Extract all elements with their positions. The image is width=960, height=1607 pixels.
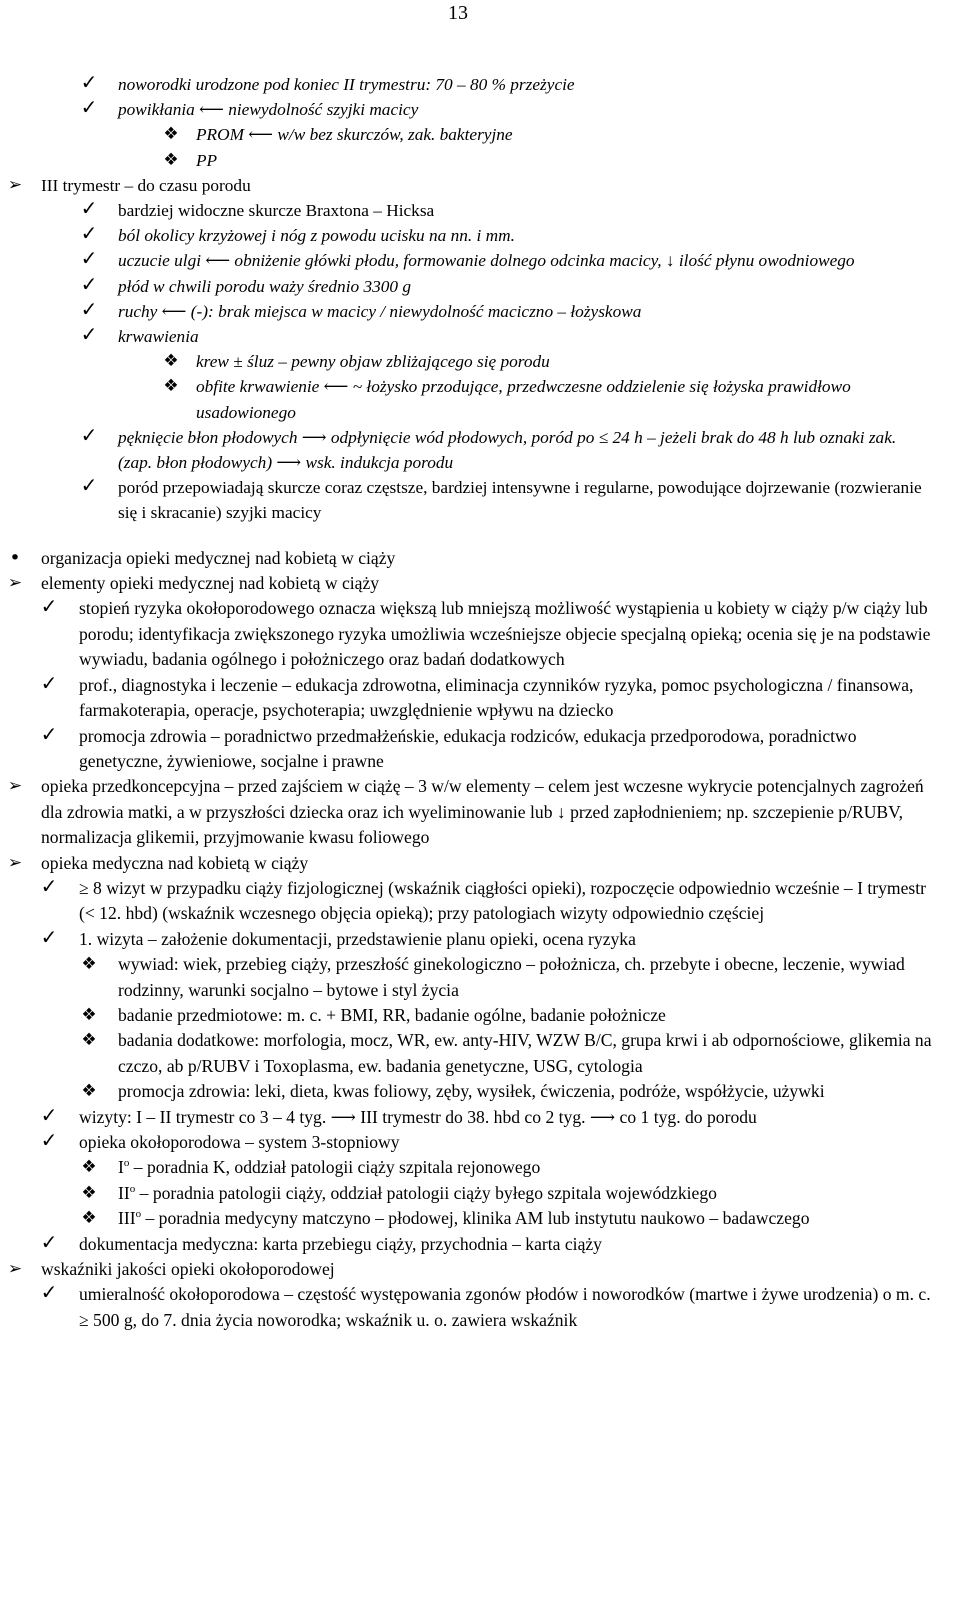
list-item xyxy=(0,72,960,97)
check-icon: ✓ xyxy=(40,1128,58,1152)
arrowhead-icon: ➢ xyxy=(7,174,23,195)
list-item xyxy=(0,349,960,374)
diamond-icon: ❖ xyxy=(163,124,179,145)
diamond-icon: ❖ xyxy=(163,149,179,170)
upright-section xyxy=(0,546,960,1334)
level-numeral: I xyxy=(118,1157,124,1178)
diamond-icon: ❖ xyxy=(81,1004,97,1025)
list-item-text: opieka okołoporodowa – system 3-stopniowy xyxy=(79,1132,400,1152)
diamond-icon: ❖ xyxy=(81,1030,97,1051)
level-description: – poradnia K, oddział patologii ciąży szpitala rejonowego xyxy=(129,1157,541,1178)
arrowhead-icon: ➢ xyxy=(7,1259,23,1280)
list-item xyxy=(0,148,960,173)
list-item xyxy=(0,774,960,850)
page-number: 13 xyxy=(448,2,468,24)
list-item-text: wizyty: I – II trymestr co 3 – 4 tyg. ⟶ III trymestr do 38. hbd co 2 tyg. ⟶ co 1 tyg. do porodu xyxy=(79,1106,757,1127)
diamond-icon: ❖ xyxy=(81,954,97,975)
list-item-text: PP xyxy=(196,150,218,170)
check-icon: ✓ xyxy=(80,221,98,246)
list-item xyxy=(0,924,960,952)
degree-superscript: o xyxy=(135,1208,142,1221)
list-item xyxy=(0,97,960,122)
list-item-text: stopień ryzyka okołoporodowego oznacza większą lub mniejszą możliwość wystąpienia u kobiety w ciąży p/w ciąży lub porodu; identyfikacja zwiększonego ryzyka umożliwia wcześniejsze objecie specjalną opieką; ocenia się je na podstawie wywiadu, badania ogólnego i położniczego oraz badań dodatkowych xyxy=(79,598,931,670)
list-item xyxy=(0,1282,960,1333)
list-item-text: obfite krwawienie ⟵ ~ łożysko przodujące, przedwczesne oddzielenie się łożyska prawidłowo usadowionego xyxy=(196,377,851,422)
check-icon: ✓ xyxy=(80,473,98,498)
check-icon: ✓ xyxy=(40,1280,58,1305)
list-item-text: wywiad: wiek, przebieg ciąży, przeszłość ginekologiczno – położnicza, ch. przebyte i obecne, leczenie, wywiad rodzinny, warunki socjalno – bytowe i styl życia xyxy=(118,954,905,1000)
check-icon: ✓ xyxy=(80,422,98,447)
list-item xyxy=(0,422,960,475)
list-item xyxy=(0,198,960,223)
list-item-text: krew ± śluz – pewny objaw zbliżającego się porodu xyxy=(196,352,550,372)
diamond-icon: ❖ xyxy=(81,1182,97,1203)
list-item-text: prof., diagnostyka i leczenie – edukacja zdrowotna, eliminacja czynników ryzyka, pomoc psychologiczna / finansowa, farmakoterapia, operacje, psychoterapia; uwzględnienie wpływu na dziecko xyxy=(79,674,914,721)
check-icon: ✓ xyxy=(40,924,58,949)
list-item-text: opieka medyczna nad kobietą w ciąży xyxy=(41,852,309,873)
check-icon: ✓ xyxy=(80,322,98,347)
list-item xyxy=(0,851,960,876)
list-item xyxy=(0,1206,960,1231)
list-item xyxy=(0,1102,960,1130)
list-item-text: bardziej widoczne skurcze Braxtona – Hicksa xyxy=(118,201,435,221)
list-item xyxy=(0,1155,960,1180)
section-gap xyxy=(0,526,960,546)
list-item-text: ruchy ⟵ (-): brak miejsca w macicy / niewydolność maciczno – łożyskowa xyxy=(118,301,642,321)
list-item xyxy=(0,596,960,672)
list-item xyxy=(0,952,960,1003)
check-icon: ✓ xyxy=(80,296,98,321)
list-item xyxy=(0,873,960,927)
arrowhead-icon: ➢ xyxy=(7,852,23,873)
level-numeral: II xyxy=(118,1182,130,1203)
arrowhead-icon: ➢ xyxy=(7,573,23,594)
list-item-text: noworodki urodzone pod koniec II trymestru: 70 – 80 % przeżycie xyxy=(118,75,575,94)
list-item-text: badania dodatkowe: morfologia, mocz, WR, ew. anty-HIV, WZW B/C, grupa krwi i ab odpornościowe, glikemia na czczo, ab p/RUBV i Toxoplasma, ew. badania genetyczne, USG, cytologia xyxy=(118,1030,932,1076)
list-item-text: 1. wizyta – założenie dokumentacji, przedstawienie planu opieki, ocena ryzyka xyxy=(79,928,636,949)
list-item xyxy=(0,1130,960,1155)
list-item-text: umieralność okołoporodowa – częstość występowania zgonów płodów i noworodków (martwe i żywe urodzenia) o m. c. ≥ 500 g, do 7. dnia życia noworodka; wskaźnik u. o. zawiera wskaźnik xyxy=(79,1284,931,1330)
level-description: – poradnia medycyny matczyno – płodowej, klinika AM lub instytutu naukowo – badawczego xyxy=(141,1208,810,1229)
list-item xyxy=(0,1003,960,1028)
check-icon: ✓ xyxy=(80,196,98,221)
check-icon: ✓ xyxy=(80,95,98,120)
list-item xyxy=(0,721,960,775)
list-item-text: ≥ 8 wizyt w przypadku ciąży fizjologicznej (wskaźnik ciągłości opieki), rozpoczęcie odpowiednio wcześnie – I trymestr (< 12. hbd) (wskaźnik wczesnego objęcia opieką); przy patologiach wizyty odpowiednio częściej xyxy=(79,877,927,924)
diamond-icon: ❖ xyxy=(81,1157,97,1178)
list-item-text: badanie przedmiotowe: m. c. + BMI, RR, badanie ogólne, badanie położnicze xyxy=(118,1004,666,1025)
diamond-icon: ❖ xyxy=(81,1081,97,1102)
list-item xyxy=(0,1079,960,1104)
check-icon: ✓ xyxy=(40,1229,58,1254)
list-item xyxy=(0,1028,960,1079)
list-item xyxy=(0,1181,960,1206)
level-description: – poradnia patologii ciąży, oddział patologii ciąży byłego szpitala wojewódzkiego xyxy=(135,1182,717,1203)
list-item-text: promocja zdrowia: leki, dieta, kwas foliowy, zęby, wysiłek, ćwiczenia, podróże, współżycie, używki xyxy=(118,1081,825,1102)
list-item xyxy=(0,324,960,349)
check-icon: ✓ xyxy=(40,594,58,619)
degree-superscript: o xyxy=(123,1157,130,1170)
list-item xyxy=(0,122,960,147)
list-item-text: organizacja opieki medycznej nad kobietą w ciąży xyxy=(41,547,396,568)
arrowhead-icon: ➢ xyxy=(7,776,23,797)
list-item xyxy=(0,223,960,248)
diamond-icon: ❖ xyxy=(81,1208,97,1229)
bullet-icon: • xyxy=(9,546,21,569)
list-item xyxy=(0,374,960,424)
list-item xyxy=(0,248,960,273)
list-item-text: elementy opieki medycznej nad kobietą w ciąży xyxy=(41,573,380,594)
check-icon: ✓ xyxy=(40,721,58,746)
list-item xyxy=(0,670,960,724)
check-icon: ✓ xyxy=(80,271,98,296)
list-item xyxy=(0,475,960,525)
list-item-text: poród przepowiadają skurcze coraz częstsze, bardziej intensywne i regularne, powodujące dojrzewanie (rozwieranie się i skracanie) szyjki macicy xyxy=(118,478,922,523)
list-item-text xyxy=(118,1181,934,1206)
list-item-text: dokumentacja medyczna: karta przebiegu ciąży, przychodnia – karta ciąży xyxy=(79,1233,602,1254)
list-item-text: promocja zdrowia – poradnictwo przedmałżeńskie, edukacja rodziców, edukacja przedporodowa, poradnictwo genetyczne, żywieniowe, socjalne i prawne xyxy=(79,725,857,771)
document-body xyxy=(0,72,960,1333)
check-icon: ✓ xyxy=(40,873,58,898)
list-item-text: wskaźniki jakości opieki okołoporodowej xyxy=(41,1259,335,1280)
list-item-text: płód w chwili porodu waży średnio 3300 g xyxy=(118,276,411,296)
list-item-text: ból okolicy krzyżowej i nóg z powodu ucisku na nn. i mm. xyxy=(118,226,515,246)
list-item xyxy=(0,296,960,324)
level-numeral: III xyxy=(118,1208,136,1229)
degree-superscript: o xyxy=(129,1182,136,1195)
list-item-text: pęknięcie błon płodowych ⟶ odpłynięcie wód płodowych, poród po ≤ 24 h – jeżeli brak do 48 h lub oznaki zak. (zap. błon płodowych) ⟶ wsk. indukcja porodu xyxy=(118,427,897,473)
diamond-icon: ❖ xyxy=(163,351,179,372)
check-icon: ✓ xyxy=(40,1102,58,1127)
list-item-text: krwawienia xyxy=(118,327,199,347)
list-item-text: PROM ⟵ w/w bez skurczów, zak. bakteryjne xyxy=(196,125,513,145)
check-icon: ✓ xyxy=(80,70,98,94)
list-item xyxy=(0,271,960,299)
check-icon: ✓ xyxy=(80,246,98,271)
list-item xyxy=(0,546,960,571)
list-item xyxy=(0,173,960,198)
list-item-text: powikłania ⟵ niewydolność szyjki macicy xyxy=(118,100,419,120)
list-item xyxy=(0,1257,960,1282)
list-item-text: opieka przedkoncepcyjna – przed zajściem w ciążę – 3 w/w elementy – celem jest wczesne wykrycie potencjalnych zagrożeń dla zdrowia matki, a w przyszłości dziecka oraz ich wyeliminowanie lub ↓ przed zapłodnieniem; np. szczepienie p/RUBV, normalizacja glikemii, przyjmowanie kwasu foliowego xyxy=(41,776,924,848)
list-item-text: uczucie ulgi ⟵ obniżenie główki płodu, formowanie dolnego odcinka macicy, ↓ ilość płynu owodniowego xyxy=(118,251,855,271)
list-item xyxy=(0,571,960,596)
list-item xyxy=(0,1229,960,1257)
list-item-text xyxy=(118,1155,934,1180)
list-item-text: III trymestr – do czasu porodu xyxy=(41,175,251,195)
italic-section xyxy=(0,72,960,526)
check-icon: ✓ xyxy=(40,670,58,695)
list-item-text xyxy=(118,1206,934,1231)
diamond-icon: ❖ xyxy=(163,376,179,397)
